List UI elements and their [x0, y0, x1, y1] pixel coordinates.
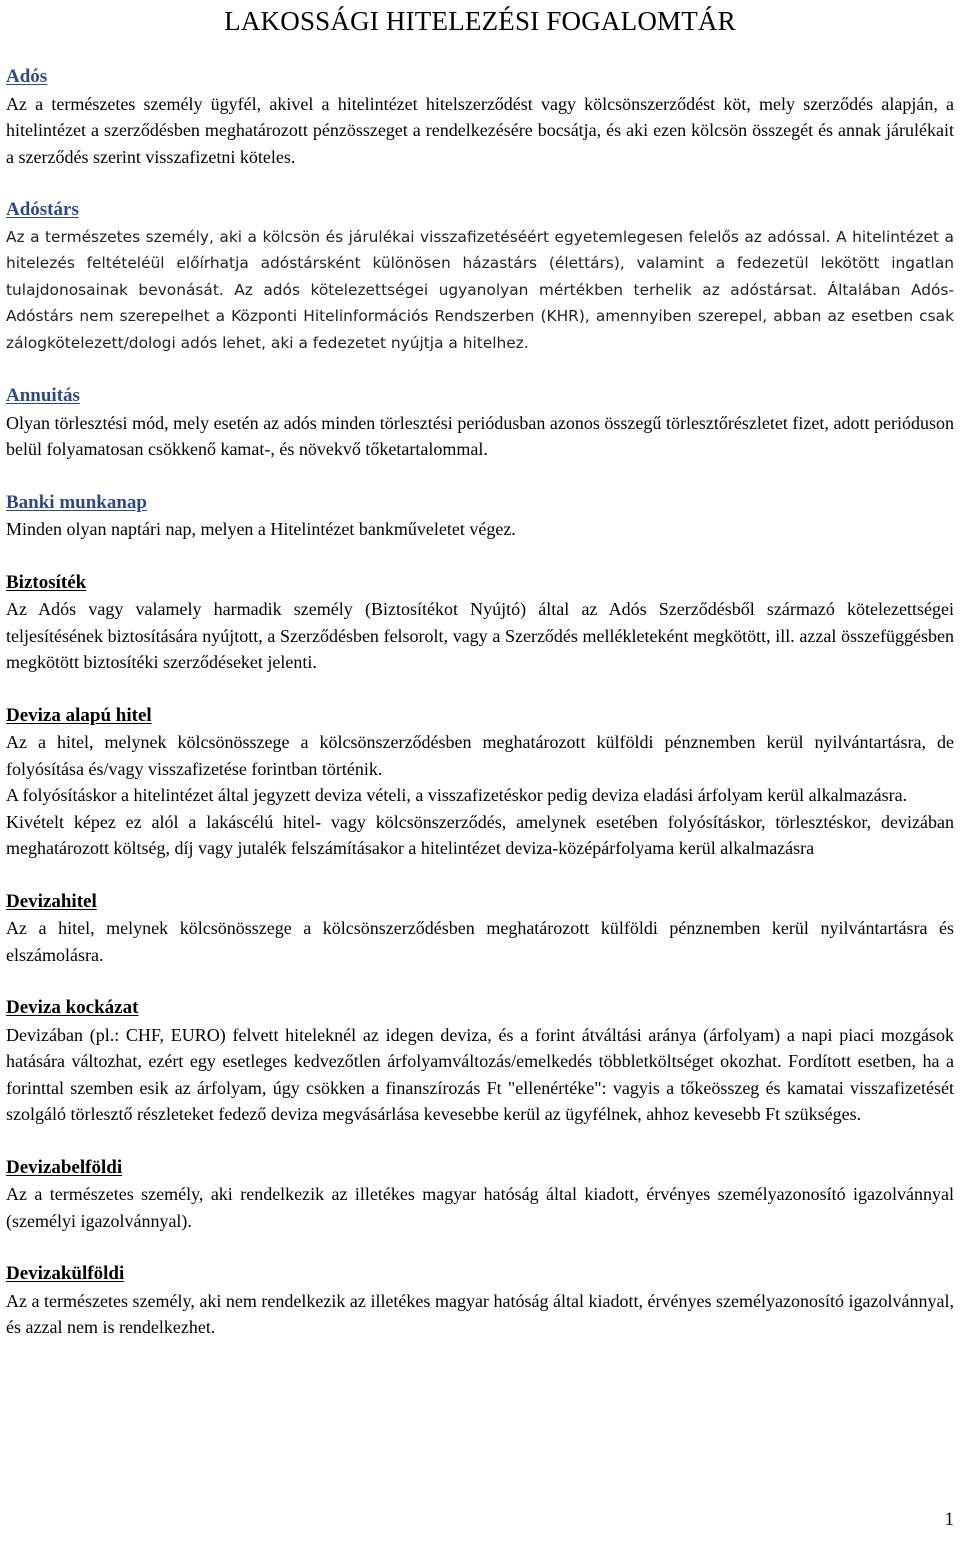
glossary-entry-devizahitel [6, 889, 954, 969]
term-definition: A folyósításkor a hitelintézet által jegyzett deviza vételi, a visszafizetéskor pedig deviza eladási árfolyam kerül alkalmazásra. [6, 785, 908, 805]
term-definition: Az a természetes személy, aki a kölcsön és járulékai visszafizetéséért egyetemlegesen felelős az adóssal. A hitelintézet a hitelezés feltételéül előírhatja adóstársként különösen házastárs (élettárs), valamint a fedezetül lekötött ingatlan tulajdonosainak bevonását. Az adós kötelezettségei ugyanolyan mértékben terhelik az adóstársat. Általában Adós- Adóstárs nem szerepelhet a Központi Hitelinformációs Rendszerben (KHR), amennyiben szerepel, abban az esetben csak zálogkötelezett/dologi adós lehet, aki a fedezetet nyújtja a hitelhez. [6, 227, 954, 352]
term-definition: Olyan törlesztési mód, mely esetén az adós minden törlesztési periódusban azonos összegű törlesztőrészletet fizet, adott perióduson belül folyamatosan csökkenő kamat-, és növekvő tőketartalommal. [6, 412, 954, 459]
term-heading: Devizakülföldi [6, 1263, 125, 1284]
glossary-entry-ados [6, 64, 954, 170]
term-definition: Az a hitel, melynek kölcsönösszege a kölcsönszerződésben meghatározott külföldi pénznemben kerül nyilvántartásra, de folyósítása és/vagy visszafizetése forintban történik. [6, 732, 954, 779]
term-heading: Biztosíték [6, 571, 87, 593]
term-heading: Devizabelföldi [6, 1156, 123, 1178]
term-definition: Az a természetes személy, aki rendelkezik az illetékes magyar hatóság által kiadott, érvényes személyazonosító igazolvánnyal (személyi igazolvánnyal). [6, 1184, 954, 1231]
page-number: 1 [944, 1509, 954, 1530]
term-definition: Kivételt képez ez alól a lakáscélú hitel- vagy kölcsönszerződés, amelynek esetében folyósításkor, törlesztéskor, devizában meghatározott költség, díj vagy jutalék felszámításakor a hitelintézet deviza-középárfolyama kerül alkalmazásra [6, 811, 954, 858]
term-definition: Minden olyan naptári nap, melyen a Hitelintézet bankműveletet végez. [6, 519, 516, 539]
term-definition: Devizában (pl.: CHF, EURO) felvett hiteleknél az idegen deviza, és a forint átváltási aránya (árfolyam) a napi piaci mozgások hatására változhat, ezért egy esetleges kedvezőtlen árfolyamváltozás/emelkedés többletköltséget okozhat. Fordított esetben, ha a forinttal szemben esik az árfolyam, úgy csökken a finanszírozás Ft "ellenértéke": vagyis a tőkeösszeg és kamatai visszafizetését szolgáló törlesztő részleteket fedező deviza megvásárlása kevesebbe kerül az ügyfélnek, ahhoz kevesebb Ft szükséges. [6, 1024, 954, 1124]
glossary-entry-deviza-alapu-hitel [6, 703, 954, 862]
term-definition: Az a természetes személy ügyfél, akivel a hitelintézet hitelszerződést vagy kölcsönszerződést köt, mely szerződés alapján, a hitelintézet a szerződésben meghatározott pénzösszeget a rendelkezésére bocsátja, és aki ezen kölcsön összegét és annak járulékait a szerződés szerint visszafizetni köteles. [6, 93, 954, 167]
document-title: LAKOSSÁGI HITELEZÉSI FOGALOMTÁR [224, 6, 736, 36]
glossary-content [6, 64, 954, 1341]
glossary-entry-devizakulfoldi [6, 1261, 954, 1341]
term-heading: Banki munkanap [6, 491, 147, 513]
term-definition: Az a természetes személy, aki nem rendelkezik az illetékes magyar hatóság által kiadott, érvényes személyazonosító igazolvánnyal, és azzal nem is rendelkezhet. [6, 1290, 954, 1337]
term-definition: Az Adós vagy valamely harmadik személy (Biztosítékot Nyújtó) által az Adós Szerződésből származó kötelezettségei teljesítésének biztosítására nyújtott, a Szerződésben felsorolt, vagy a Szerződés mellékleteként megkötött, ill. azzal összefüggésben megkötött biztosítéki szerződéseket jelenti. [6, 599, 954, 672]
glossary-entry-deviza-kockazat [6, 995, 954, 1128]
term-heading: Deviza kockázat [6, 997, 139, 1018]
term-heading: Annuitás [6, 385, 80, 406]
term-heading: Adós [6, 66, 48, 87]
term-heading: Adóstárs [6, 199, 79, 220]
term-heading: Deviza alapú hitel [6, 704, 152, 726]
glossary-entry-devizabelfoldi [6, 1155, 954, 1235]
glossary-entry-biztositek [6, 570, 954, 676]
term-definition: Az a hitel, melynek kölcsönösszege a kölcsönszerződésben meghatározott külföldi pénznemben kerül nyilvántartásra és elszámolásra. [6, 918, 954, 965]
glossary-entry-banki-munkanap [6, 490, 954, 543]
glossary-entry-annuitas [6, 383, 954, 463]
glossary-entry-adostars [6, 197, 954, 356]
term-heading: Devizahitel [6, 890, 97, 912]
